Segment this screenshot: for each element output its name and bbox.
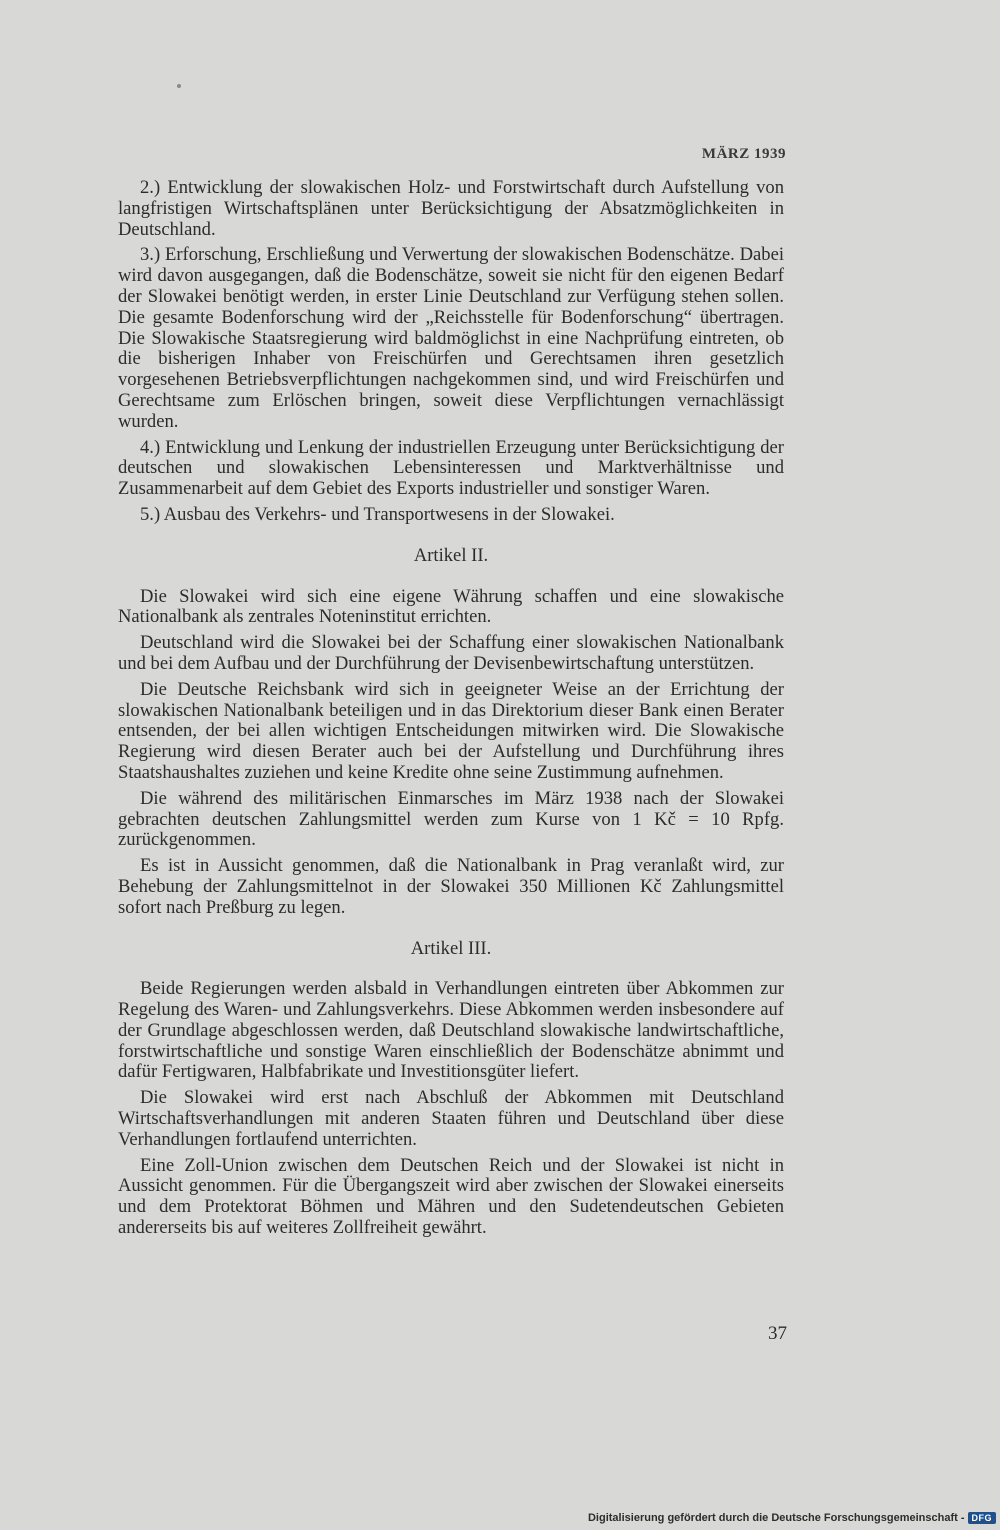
article-heading-3: Artikel III. [410,937,492,959]
paragraph: 3.) Erforschung, Erschließung und Verwertung der slowakischen Bodenschätze. Dabei wird davon ausgegangen, daß die Bodenschätze, soweit sie nicht für den eigenen Bedarf der Slowakei benötigt werden, in erster Linie Deutschland zur Verfügung stehen sollen. Die gesamte Bodenforschung wird der „Reichsstelle für Bodenforschung“ übertragen. Die Slowakische Staatsregierung wird baldmöglichst in eine Nachprüfung eintreten, ob die bisherigen Inhaber von Freischürfen und Gerechtsamen ihren gesetzlich vorgesehenen Betriebsverpflichtungen nachgekommen sind, und wird Freischürfen und Gerechtsame zum Erlöschen bringen, soweit diese Verpflichtungen vernachlässigt wurden. [118,244,784,432]
paragraph: 5.) Ausbau des Verkehrs- und Transportwesens in der Slowakei. [140,503,615,525]
running-head: MÄRZ 1939 [701,146,786,162]
page-number: 37 [768,1323,787,1344]
document-body [118,178,784,1244]
article-heading-2: Artikel II. [413,544,489,566]
footer-text: Digitalisierung gefördert durch die Deutsche Forschungsgemeinschaft - [587,1511,965,1524]
paragraph: Die Slowakei wird sich eine eigene Währung schaffen und eine slowakische Nationalbank als zentrales Noteninstitut errichten. [118,585,784,628]
paragraph: Es ist in Aussicht genommen, daß die Nationalbank in Prag veranlaßt wird, zur Behebung der Zahlungsmittelnot in der Slowakei 350 Millionen Kč Zahlungsmittel sofort nach Preßburg zu legen. [118,855,784,918]
scan-speck [177,84,181,88]
paragraph: Eine Zoll-Union zwischen dem Deutschen Reich und der Slowakei ist nicht in Aussicht genommen. Für die Übergangszeit wird aber zwischen der Slowakei einerseits und dem Protektorat Böhmen und Mähren und den Sudetendeutschen Gebieten andererseits bis auf weiteres Zollfreiheit gewährt. [118,1154,784,1239]
paragraph: Die während des militärischen Einmarsches im März 1938 nach der Slowakei gebrachten deutschen Zahlungsmittel werden zum Kurse von 1 Kč = 10 Rpfg. zurückgenommen. [118,787,784,851]
paragraph: Die Deutsche Reichsbank wird sich in geeigneter Weise an der Errichtung der slowakischen Nationalbank beteiligen und in das Direktorium dieser Bank einen Berater entsenden, der bei allen wichtigen Entscheidungen mitwirken wird. Die Slowakische Regierung wird diesen Berater auch bei der Aufstellung und Durchführung ihres Staatshaushaltes zuziehen und keine Kredite ohne seine Zustimmung aufnehmen. [118,678,784,783]
dfg-logo: DFG [968,1512,997,1524]
paragraph: Deutschland wird die Slowakei bei der Schaffung einer slowakischen Nationalbank und bei dem Aufbau und der Durchführung der Devisenbewirtschaftung unterstützen. [118,632,784,674]
paragraph: Beide Regierungen werden alsbald in Verhandlungen eintreten über Abkommen zur Regelung des Waren- und Zahlungsverkehrs. Diese Abkommen werden insbesondere auf der Grundlage abgeschlossen werden, daß Deutschland slowakische landwirtschaftliche, forstwirtschaftliche und sonstige Waren einschließlich der Bodenschätze abnimmt und dafür Fertigwaren, Halbfabrikate und Investitionsgüter liefert. [118,978,784,1083]
digitization-footer [588,1509,996,1526]
paragraph: 4.) Entwicklung und Lenkung der industriellen Erzeugung unter Berücksichtigung der deutschen und slowakischen Lebensinteressen und Marktverhältnisse und Zusammenarbeit auf dem Gebiet des Exports industrieller und sonstiger Waren. [118,436,784,500]
paragraph: 2.) Entwicklung der slowakischen Holz- und Forstwirtschaft durch Aufstellung von langfristigen Wirtschaftsplänen unter Berücksichtigung der Absatzmöglichkeiten in Deutschland. [118,177,784,240]
paragraph: Die Slowakei wird erst nach Abschluß der Abkommen mit Deutschland Wirtschaftsverhandlungen mit anderen Staaten führen und Deutschland über diese Verhandlungen fortlaufend unterrichten. [118,1087,784,1150]
